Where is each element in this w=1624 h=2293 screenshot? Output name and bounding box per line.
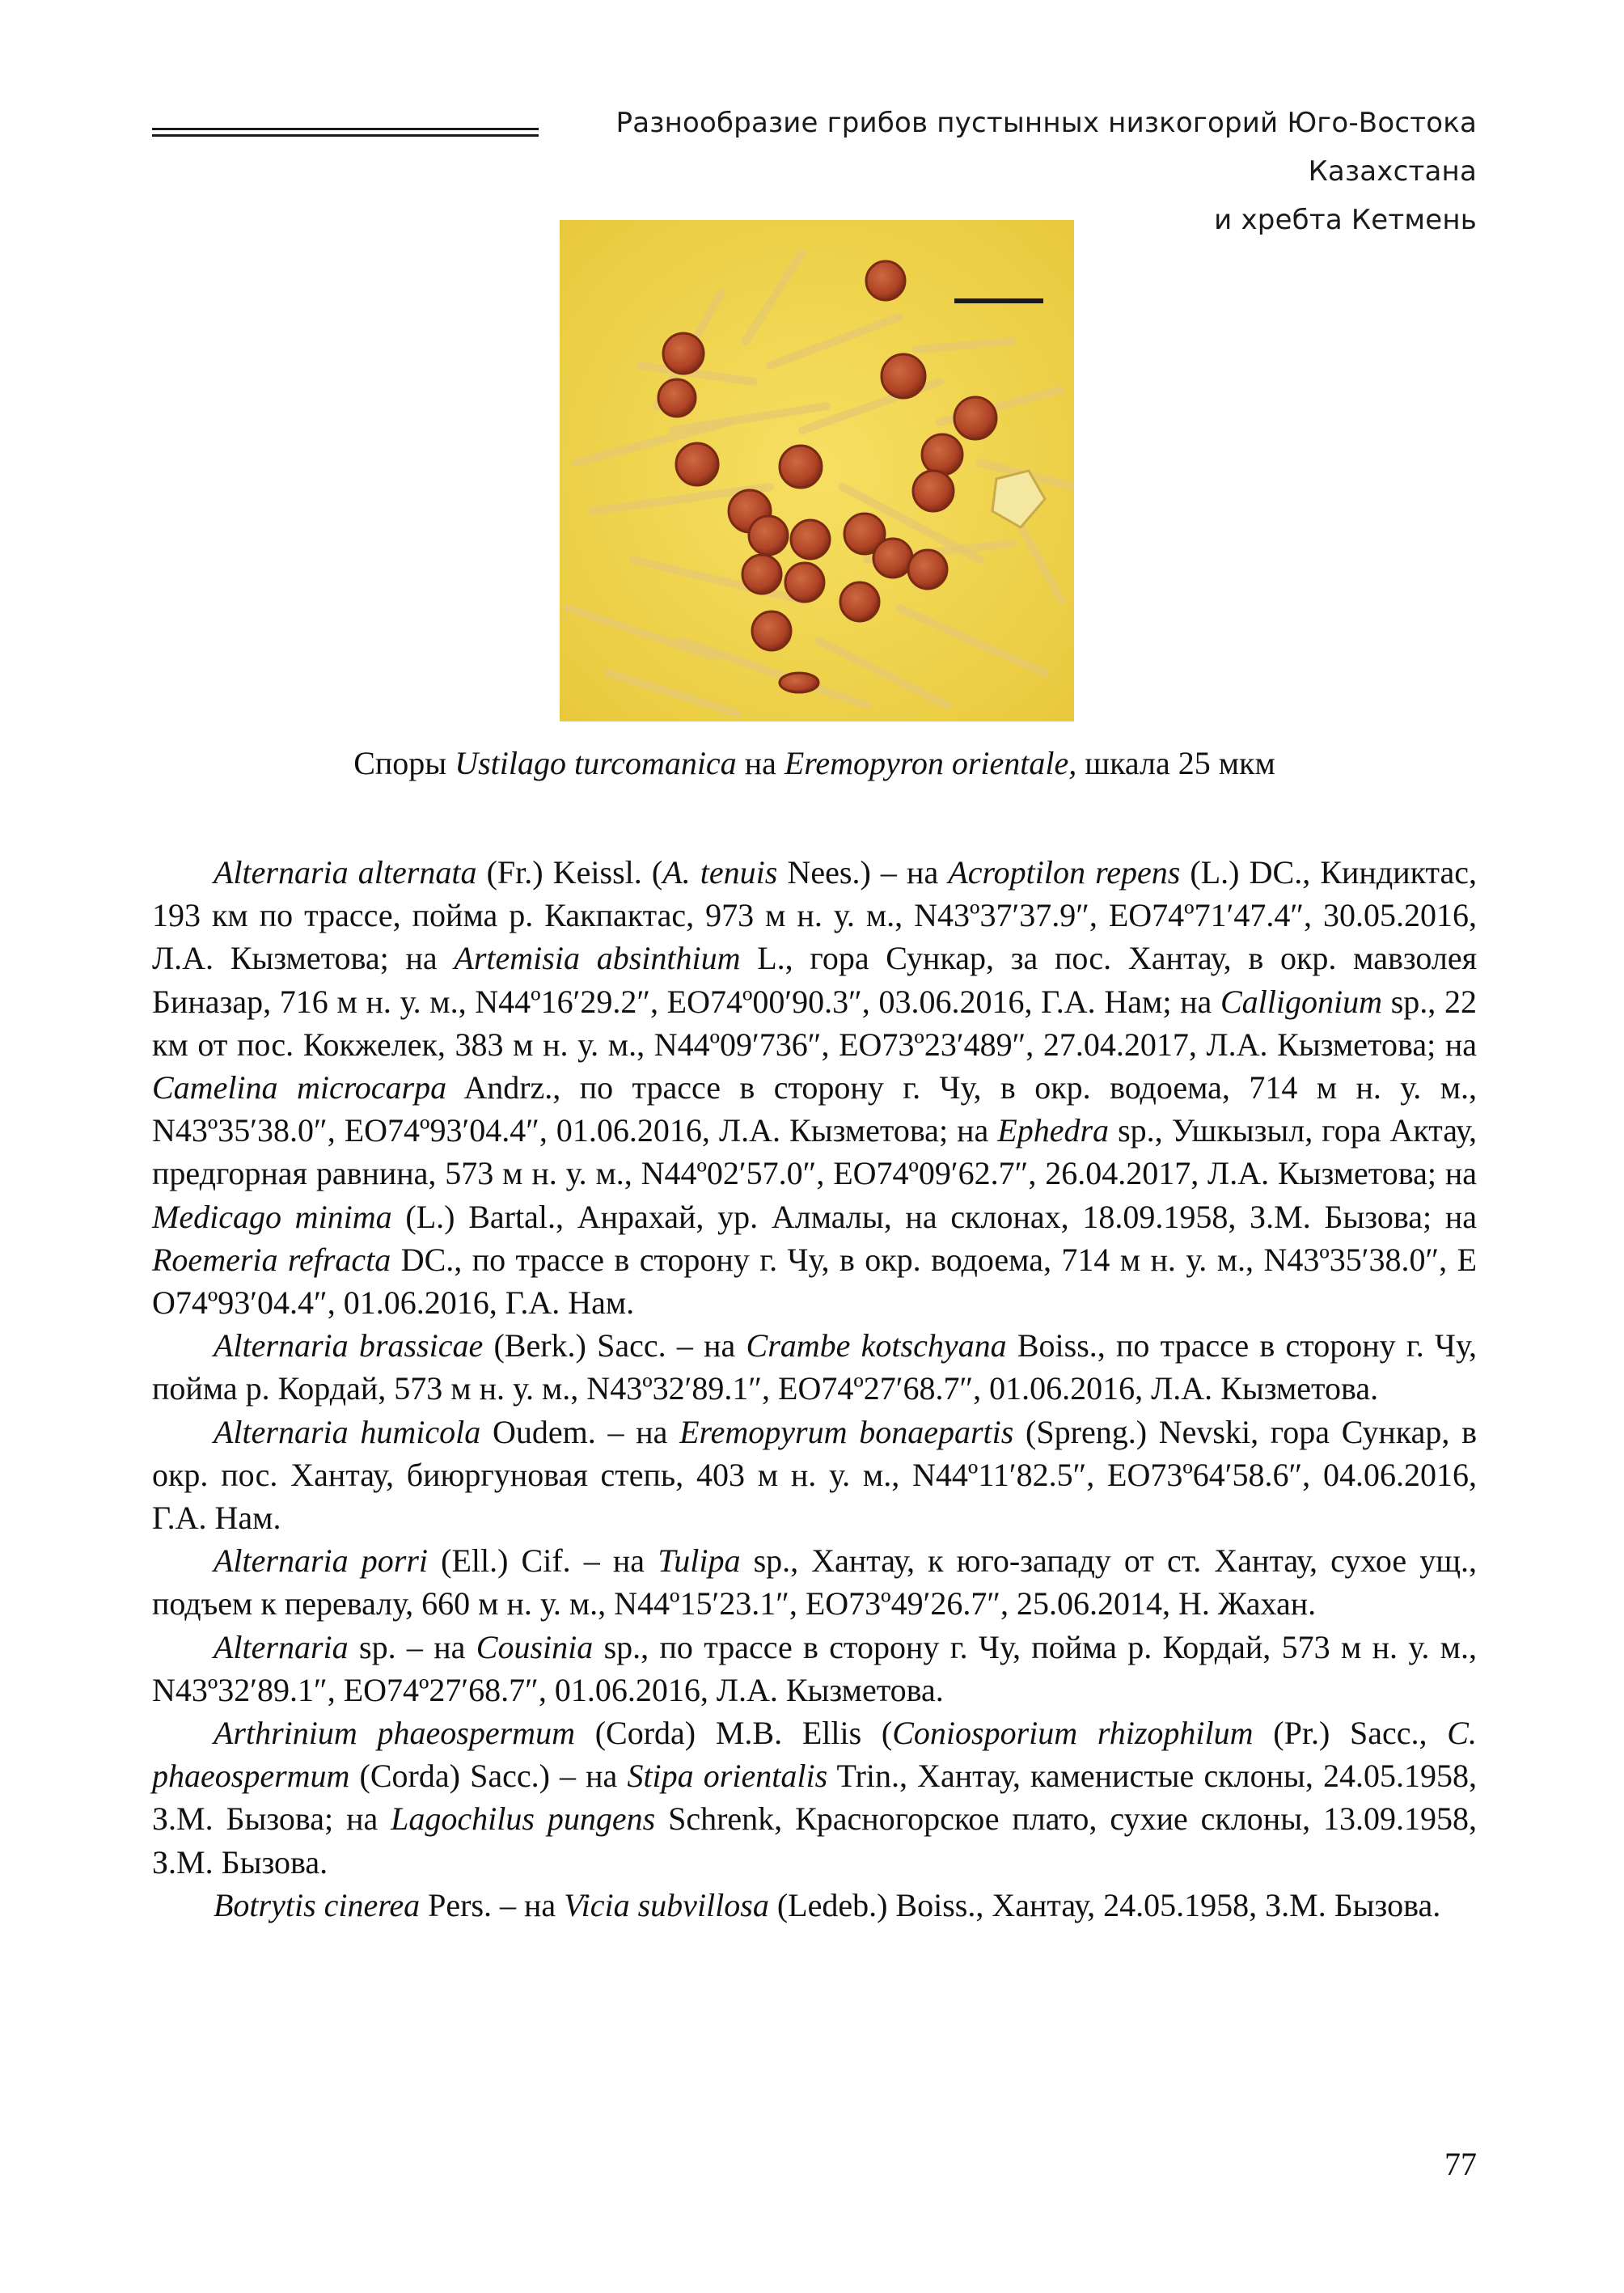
entry-text: (Corda) Sacc.) – на: [349, 1758, 628, 1795]
caption-suffix: шкала 25 мкм: [1076, 745, 1275, 781]
spore: [954, 397, 996, 439]
figure-caption: [152, 742, 1477, 785]
taxon-name: Botrytis cinerea: [214, 1886, 421, 1923]
spore: [866, 261, 905, 300]
entry-text: (L.) DC., Киндиктас, 193 км по трассе, пойма р. Какпактас, 973 м н. у. м., N43º37′37.9″, EO74º71′47.4″, 30.05.2016, Л.А. Кызметова; на: [152, 854, 1477, 977]
spore: [922, 434, 962, 475]
entry-text: sp., Ушкызыл, гора Актау, предгорная равнина, 573 м н. у. м., N44º02′57.0″, EO74º09′62.7″, 26.04.2017, Л.А. Кызметова; на: [152, 1112, 1477, 1192]
entry-text: (Spreng.) Nevski, гора Сункар, в окр. пос. Хантау, биюргуновая степь, 403 м н. у. м., N44º11′82.5″, EO73º64′58.6″, 04.06.2016, Г.А. Нам.: [152, 1413, 1477, 1537]
entry-text: (Ell.) Cif. – на: [428, 1542, 658, 1580]
taxon-name: Arthrinium phaeospermum: [214, 1715, 575, 1752]
entry-text: L., гора Сункар, за пос. Хантау, в окр. мавзолея Биназар, 716 м н. у. м., N44º16′29.2″, EO74º00′90.3″, 03.06.2016, Г.А. Нам; на: [152, 940, 1477, 1020]
entry-text: Trin., Хантау, каменистые склоны, 24.05.1958, З.М. Бызова; на: [152, 1758, 1477, 1838]
spore: [752, 611, 791, 650]
entry-text: Pers. – на: [420, 1886, 565, 1923]
entry-text: sp. – на: [348, 1628, 476, 1665]
entry-text: Boiss., по трассе в сторону г. Чу, пойма р. Кордай, 573 м н. у. м., N43º32′89.1″, EO74º27′68.7″, 01.06.2016, Л.А. Кызметова.: [152, 1327, 1478, 1407]
spore: [791, 520, 830, 559]
species-entry: [152, 1411, 1477, 1540]
taxon-name: Stipa orientalis: [627, 1758, 828, 1795]
page-number: 77: [1444, 2146, 1477, 2182]
taxon-name: Coniosporium rhizophilum: [892, 1715, 1254, 1752]
entry-text: (Fr.) Keissl. (: [476, 854, 663, 891]
caption-prefix: Споры: [353, 745, 455, 781]
taxon-name: Alternaria: [214, 1628, 349, 1665]
entry-text: Nees.) – на: [777, 854, 949, 891]
taxon-name: Roemeria refracta: [152, 1241, 391, 1278]
spore: [840, 582, 879, 621]
entry-text: Andrz., по трассе в сторону г. Чу, в окр. водоема, 714 м н. у. м., N43º35′38.0″, EO74º93′04.4″, 01.06.2016, Л.А. Кызметова; на: [152, 1069, 1478, 1149]
entry-text: DC., по трассе в сторону г. Чу, в окр. водоема, 714 м н. у. м., N43º35′38.0″, E O74º93′04.4″, 01.06.2016, Г.А. Нам.: [152, 1241, 1477, 1322]
taxon-name: Ephedra: [997, 1112, 1110, 1149]
header-rule: [152, 128, 539, 137]
caption-host: Eremopyron orientale,: [784, 745, 1077, 781]
taxon-name: Acroptilon repens: [948, 854, 1181, 891]
entry-text: (Ledeb.) Boiss., Хантау, 24.05.1958, З.М. Бызова.: [768, 1886, 1441, 1923]
taxon-name: Crambe kotschyana: [746, 1327, 1007, 1364]
header-rule-line-top: [152, 128, 539, 130]
spore: [780, 446, 822, 488]
spore: [913, 471, 954, 511]
caption-taxon: Ustilago turcomanica: [455, 745, 737, 781]
figure-micrograph: [560, 220, 1074, 721]
spore: [658, 379, 696, 417]
taxon-name: Eremopyrum bonaepartis: [679, 1413, 1014, 1450]
species-entry: [152, 1711, 1477, 1884]
taxon-name: Cousinia: [476, 1628, 594, 1665]
species-entry: [152, 1626, 1477, 1711]
spore: [676, 443, 718, 485]
taxon-name: C. phaeospermum: [152, 1715, 1477, 1795]
spore: [785, 563, 824, 602]
running-head-line-2: и хребта Кетмень: [1214, 204, 1477, 236]
entry-text: (Pr.) Sacc.,: [1253, 1715, 1448, 1752]
header-rule-line-bottom: [152, 134, 539, 137]
running-head-line-1: Разнообразие грибов пустынных низкогорий Юго-Востока Казахстана: [615, 107, 1477, 188]
entry-text: (Berk.) Sacc. – на: [483, 1327, 746, 1364]
entry-text: (Corda) M.B. Ellis (: [574, 1715, 893, 1752]
taxon-name: Camelina microcarpa: [152, 1069, 447, 1106]
caption-on: на: [736, 745, 785, 781]
taxon-name: Alternaria alternata: [214, 854, 477, 891]
species-entry: [152, 1884, 1477, 1927]
taxon-name: Alternaria brassicae: [214, 1327, 484, 1364]
spore: [882, 354, 925, 398]
taxon-name: A. tenuis: [662, 854, 778, 891]
entry-text: sp., Хантау, к юго-западу от ст. Хантау, сухое ущ., подъем к перевалу, 660 м н. у. м., N44º15′23.1″, EO73º49′26.7″, 25.06.2014, Н. Жахан.: [152, 1542, 1478, 1622]
species-entry: [152, 1539, 1477, 1625]
entry-text: (L.) Bartal., Анрахай, ур. Алмалы, на склонах, 18.09.1958, З.М. Бызова; на: [391, 1198, 1477, 1235]
species-list: [152, 851, 1477, 1927]
taxon-name: Calligonium: [1220, 983, 1383, 1020]
entry-text: sp., по трассе в сторону г. Чу, пойма р. Кордай, 573 м н. у. м., N43º32′89.1″, EO74º27′68.7″, 01.06.2016, Л.А. Кызметова.: [152, 1628, 1477, 1708]
entry-text: Oudem. – на: [480, 1413, 680, 1450]
taxon-name: Tulipa: [658, 1542, 741, 1580]
spore: [663, 333, 704, 374]
taxon-name: Lagochilus pungens: [391, 1800, 656, 1838]
taxon-name: Alternaria humicola: [214, 1413, 481, 1450]
taxon-name: Vicia subvillosa: [564, 1886, 769, 1923]
taxon-name: Alternaria porri: [214, 1542, 429, 1580]
spore: [873, 539, 912, 577]
spore: [749, 516, 788, 555]
entry-text: Schrenk, Красногорское плато, сухие склоны, 13.09.1958, З.М. Бызова.: [152, 1800, 1477, 1881]
spore: [780, 673, 818, 692]
taxon-name: Artemisia absinthium: [454, 940, 741, 977]
spore: [742, 555, 781, 594]
spore-micrograph-image: [560, 220, 1074, 721]
species-entry: [152, 1324, 1477, 1410]
spore: [908, 550, 947, 589]
taxon-name: Medicago minima: [152, 1198, 392, 1235]
entry-text: sp., 22 км от пос. Кокжелек, 383 м н. у. м., N44º09′736″, EO73º23′489″, 27.04.2017, Л.А. Кызметова; на: [152, 983, 1477, 1063]
species-entry: [152, 851, 1477, 1324]
